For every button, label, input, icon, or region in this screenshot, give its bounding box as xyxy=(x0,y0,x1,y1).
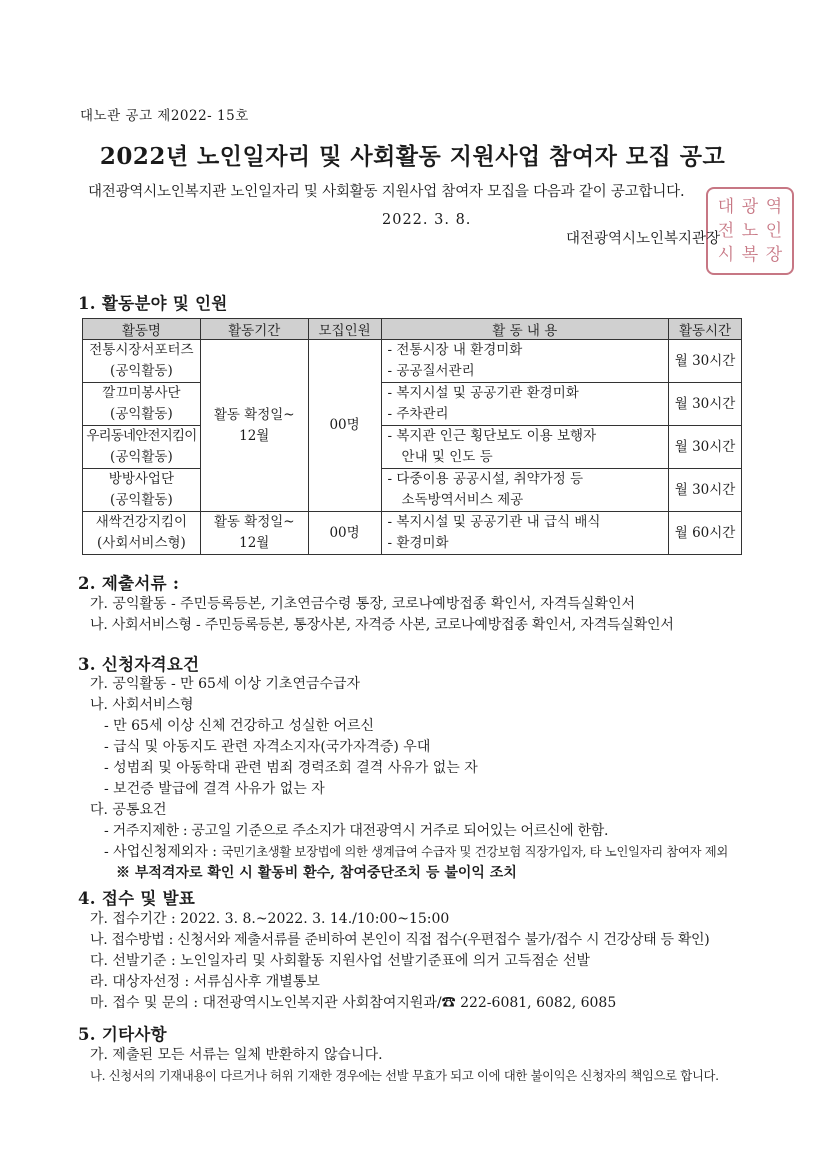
section-heading-activities: 1. 활동분야 및 인원 xyxy=(78,294,228,313)
list-item: 나. 접수방법 : 신청서와 제출서류를 준비하여 본인이 직접 접수(우편접수 불가/접수 시 건강상태 등 확인) xyxy=(90,932,710,948)
list-item: 가. 공익활동 - 주민등록등본, 기초연금수령 통장, 코로나예방접종 확인서, 자격득실확인서 xyxy=(90,596,635,612)
list-item: - 사업신청제외자 : 국민기초생활 보장법에 의한 생계급여 수급자 및 건강보험 직장가입자, 타 노인일자리 참여자 제외 xyxy=(104,844,728,860)
activity-period-cell: 활동 확정일~ 12월 xyxy=(200,512,308,555)
issuer-name: 대전광역시노인복지관장 xyxy=(566,231,721,247)
table-row xyxy=(83,340,742,383)
activity-hours-cell: 월 30시간 xyxy=(669,340,742,383)
activity-content-cell: - 복지시설 및 공공기관 내 급식 배식 - 환경미화 xyxy=(381,512,669,555)
application-list xyxy=(90,909,709,1014)
column-header: 활동기간 xyxy=(200,319,308,340)
activity-hours-cell: 월 30시간 xyxy=(669,426,742,469)
section-heading-documents: 2. 제출서류 : xyxy=(78,574,180,593)
section-heading-eligibility: 3. 신청자격요건 xyxy=(78,655,200,674)
list-item: 마. 접수 및 문의 : 대전광역시노인복지관 사회참여지원과/☎ 222-6081, 6082, 6085 xyxy=(90,995,617,1011)
list-item: 가. 제출된 모든 서류는 일체 반환하지 않습니다. xyxy=(90,1047,383,1063)
column-header: 활동시간 xyxy=(669,319,742,340)
activity-content-cell: - 복지시설 및 공공기관 환경미화 - 주차관리 xyxy=(381,383,669,426)
list-item: - 급식 및 아동지도 관련 자격소지자(국가자격증) 우대 xyxy=(104,739,431,755)
activity-hours-cell: 월 60시간 xyxy=(669,512,742,555)
documents-list xyxy=(90,594,674,636)
recruit-count-cell: 00명 xyxy=(308,512,381,555)
official-seal: 대 광 역 전 노 인 시 복 장 xyxy=(706,187,794,275)
activity-table xyxy=(82,318,742,555)
activity-content-cell: - 전통시장 내 환경미화 - 공공질서관리 xyxy=(381,340,669,383)
document-number: 대노관 공고 제2022- 15호 xyxy=(80,108,249,124)
warning-notice: ※ 부적격자로 확인 시 활동비 환수, 참여중단조치 등 불이익 조치 xyxy=(116,865,517,881)
activity-hours-cell: 월 30시간 xyxy=(669,469,742,512)
table-row xyxy=(83,426,742,469)
table-row xyxy=(83,383,742,426)
column-header: 활동명 xyxy=(83,319,201,340)
announcement-date: 2022. 3. 8. xyxy=(382,212,472,228)
table-header-row xyxy=(83,319,742,340)
table-row xyxy=(83,469,742,512)
list-item: 다. 선발기준 : 노인일자리 및 사회활동 지원사업 선발기준표에 의거 고득점순 선발 xyxy=(90,953,590,969)
list-item: - 거주지제한 : 공고일 기준으로 주소지가 대전광역시 거주로 되어있는 어르신에 한함. xyxy=(104,823,609,839)
list-item: 라. 대상자선정 : 서류심사후 개별통보 xyxy=(90,974,320,990)
section-heading-application: 4. 접수 및 발표 xyxy=(78,889,196,908)
table-row xyxy=(83,512,742,555)
list-item: 나. 사회서비스형 xyxy=(90,697,194,713)
list-item: 나. 신청서의 기재내용이 다르거나 허위 기재한 경우에는 선발 무효가 되고 이에 대한 불이익은 신청자의 책임으로 합니다. xyxy=(90,1069,719,1083)
misc-list xyxy=(90,1045,719,1087)
list-item: - 성범죄 및 아동학대 관련 범죄 경력조회 결격 사유가 없는 자 xyxy=(104,760,478,776)
eligibility-list xyxy=(90,674,728,884)
section-heading-misc: 5. 기타사항 xyxy=(78,1025,167,1044)
recruit-count-cell: 00명 xyxy=(308,340,381,512)
column-header: 모집인원 xyxy=(308,319,381,340)
activity-name-cell: 새싹건강지킴이 (사회서비스형) xyxy=(83,512,201,555)
list-item: - 보건증 발급에 결격 사유가 없는 자 xyxy=(104,781,325,797)
list-item: 나. 사회서비스형 - 주민등록등본, 통장사본, 자격증 사본, 코로나예방접종 확인서, 자격득실확인서 xyxy=(90,617,674,633)
activity-name-cell: 전통시장서포터즈 (공익활동) xyxy=(83,340,201,383)
announcement-intro: 대전광역시노인복지관 노인일자리 및 사회활동 지원사업 참여자 모집을 다음과 같이 공고합니다. xyxy=(88,184,685,200)
list-item: 다. 공통요건 xyxy=(90,802,167,818)
activity-content-cell: - 복지관 인근 횡단보도 이용 보행자 안내 및 인도 등 xyxy=(381,426,669,469)
activity-content-cell: - 다중이용 공공시설, 취약가정 등 소독방역서비스 제공 xyxy=(381,469,669,512)
activity-name-cell: 우리동네안전지킴이 (공익활동) xyxy=(83,426,201,469)
activity-period-cell: 활동 확정일~ 12월 xyxy=(200,340,308,512)
list-item: 가. 접수기간 : 2022. 3. 8.~2022. 3. 14./10:00~15:00 xyxy=(90,911,450,927)
page-title: 2022년 노인일자리 및 사회활동 지원사업 참여자 모집 공고 xyxy=(99,143,726,170)
list-item: - 만 65세 이상 신체 건강하고 성실한 어르신 xyxy=(104,718,375,734)
column-header: 활 동 내 용 xyxy=(381,319,669,340)
activity-name-cell: 방방사업단 (공익활동) xyxy=(83,469,201,512)
activity-name-cell: 깔끄미봉사단 (공익활동) xyxy=(83,383,201,426)
activity-hours-cell: 월 30시간 xyxy=(669,383,742,426)
list-item: 가. 공익활동 - 만 65세 이상 기초연금수급자 xyxy=(90,676,361,692)
